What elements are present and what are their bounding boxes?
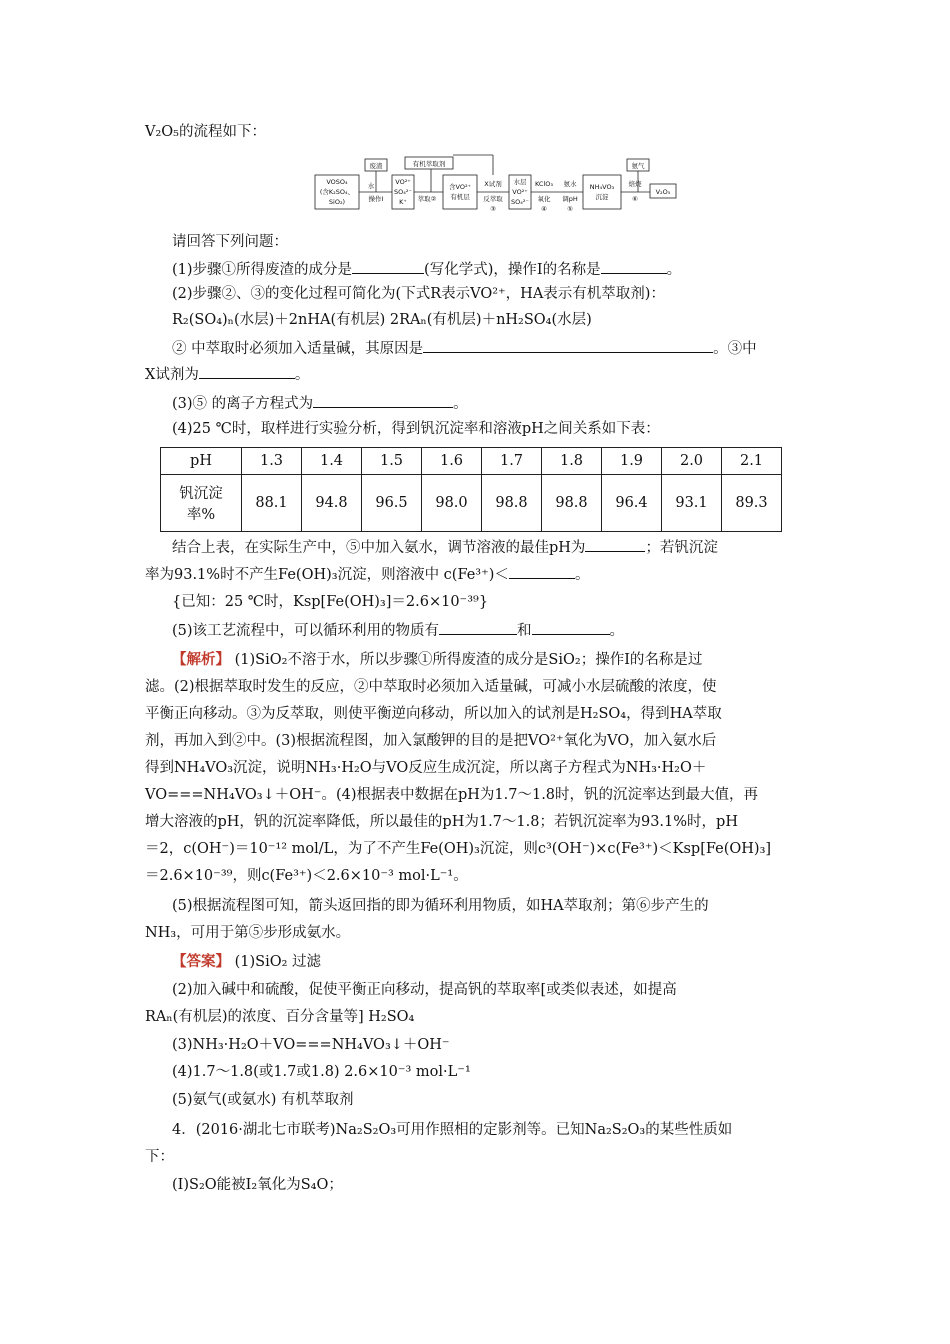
svg-text:④: ④: [541, 205, 547, 213]
table-cell: 89.3: [722, 475, 782, 532]
answer-line: 【答案】 (1)SiO₂ 过滤: [172, 953, 322, 970]
svg-text:K⁺: K⁺: [399, 198, 407, 206]
svg-text:氨水: 氨水: [563, 180, 577, 188]
q2-x-reagent: X试剂为 。: [145, 364, 309, 385]
svg-text:⑤: ⑤: [567, 205, 573, 213]
flow-start-3: SiO₂): [328, 198, 346, 206]
answer-line: (4)1.7～1.8(或1.7或1.8) 2.6×10⁻³ mol·L⁻¹: [172, 1064, 471, 1080]
svg-text:KClO₃: KClO₃: [535, 180, 553, 188]
answer-blank[interactable]: [352, 259, 424, 274]
svg-text:⑥: ⑥: [632, 195, 638, 203]
q2-sub: ② 中萃取时必须加入适量碱，其原因是 。③中: [172, 338, 757, 359]
svg-text:调pH: 调pH: [562, 195, 578, 203]
table-header-cell: pH: [161, 448, 242, 475]
q3: (3)⑤ 的离子方程式为 。: [172, 393, 468, 414]
svg-text:沉淀: 沉淀: [595, 193, 609, 201]
svg-text:③: ③: [490, 205, 496, 213]
table-cell: 98.8: [542, 475, 602, 532]
table-cell: 98.8: [482, 475, 542, 532]
table-cell: 93.1: [662, 475, 722, 532]
equilibrium-equation: R₂(SO₄)ₙ(水层)＋2nHA(有机层) 2RAₙ(有机层)＋nH₂SO₄(水层): [172, 312, 592, 328]
property-1: (Ⅰ)S₂O能被I₂氧化为S₄O；: [172, 1177, 343, 1193]
svg-text:水层: 水层: [513, 178, 527, 186]
svg-text:SO₄²⁻: SO₄²⁻: [394, 188, 412, 196]
answer-line: (3)NH₃·H₂O＋VO===NH₄VO₃↓＋OH⁻: [172, 1037, 450, 1053]
svg-text:VO²⁺: VO²⁺: [512, 188, 528, 196]
table-cell: 96.4: [602, 475, 662, 532]
svg-text:含VO²⁺: 含VO²⁺: [449, 183, 471, 191]
table-header-cell: 1.4: [302, 448, 362, 475]
q5: (5)该工艺流程中，可以循环利用的物质有 和 。: [172, 620, 624, 641]
analysis-line: 增大溶液的pH，钒的沉淀率降低，所以最佳的pH为1.7～1.8；若钒沉淀率为93.1%时，pH: [145, 814, 738, 830]
q1: (1)步骤①所得废渣的成分是 (写化学式)，操作Ⅰ的名称是 。: [172, 259, 681, 280]
table-header-cell: 1.6: [422, 448, 482, 475]
answer-blank[interactable]: [313, 393, 453, 408]
ph-precipitation-table: [160, 447, 782, 532]
svg-text:反萃取: 反萃取: [483, 195, 503, 203]
flow-start-2: (含K₂SO₄、: [319, 188, 355, 196]
analysis-line: ＝2，c(OH⁻)＝10⁻¹² mol/L，为了不产生Fe(OH)₃沉淀，则c³(OH⁻)×c(Fe³⁺)＜Ksp[Fe(OH)₃]: [145, 841, 772, 857]
analysis-line: 得到NH₄VO₃沉淀，说明NH₃·H₂O与VO反应生成沉淀，所以离子方程式为NH₃·H₂O＋: [145, 760, 707, 776]
svg-text:X试剂: X试剂: [484, 180, 502, 188]
svg-text:萃取②: 萃取②: [417, 195, 437, 203]
svg-text:VO²⁺: VO²⁺: [395, 178, 411, 186]
table-header-cell: 2.1: [722, 448, 782, 475]
answer-blank[interactable]: [423, 338, 713, 353]
process-flowchart: [313, 153, 693, 217]
analysis-line: 平衡正向移动。③为反萃取，则使平衡逆向移动，所以加入的试剂是H₂SO₄，得到HA萃取: [145, 706, 722, 722]
answer-blank[interactable]: [601, 259, 667, 274]
flow-start-1: VOSO₄: [326, 178, 348, 186]
svg-text:SO₄²⁻: SO₄²⁻: [511, 198, 529, 206]
flow-recycle-extractant: 有机萃取剂: [412, 160, 446, 168]
answer-tag: 【答案】: [172, 953, 230, 970]
table-header-cell: 2.0: [662, 448, 722, 475]
analysis-tag: 【解析】: [172, 651, 230, 668]
q4: (4)25 ℃时，取样进行实验分析，得到钒沉淀率和溶液pH之间关系如下表：: [172, 421, 660, 437]
table-row-label: 钒沉淀 率%: [161, 475, 242, 532]
table-header-cell: 1.3: [242, 448, 302, 475]
q4-ph: 结合上表，在实际生产中，⑤中加入氨水，调节溶液的最佳pH为 ；若钒沉淀: [172, 537, 718, 558]
ksp-note: {已知：25 ℃时，Ksp[Fe(OH)₃]＝2.6×10⁻³⁹}: [172, 594, 489, 610]
flow-product: V₂O₅: [655, 188, 671, 196]
analysis-line: VO===NH₄VO₃↓＋OH⁻。(4)根据表中数据在pH为1.7～1.8时，钒的沉淀率达到最大值，再: [145, 787, 759, 803]
table-header-cell: 1.7: [482, 448, 542, 475]
svg-text:焙烧: 焙烧: [628, 180, 642, 188]
svg-text:氧化: 氧化: [537, 195, 551, 203]
flow-waste: 废渣: [369, 162, 383, 170]
table-cell: 94.8: [302, 475, 362, 532]
table-cell: 88.1: [242, 475, 302, 532]
question-4-cont: 下：: [145, 1149, 174, 1165]
answer-blank[interactable]: [199, 364, 295, 379]
answer-blank[interactable]: [585, 537, 645, 552]
svg-text:NH₄VO₃: NH₄VO₃: [589, 183, 615, 191]
svg-text:水: 水: [367, 182, 375, 190]
table-header-cell: 1.8: [542, 448, 602, 475]
table-cell: 98.0: [422, 475, 482, 532]
q2: (2)步骤②、③的变化过程可简化为(下式R表示VO²⁺，HA表示有机萃取剂)：: [172, 286, 665, 302]
answer-line: RAₙ(有机层)的浓度、百分含量等] H₂SO₄: [145, 1009, 415, 1025]
svg-text:操作Ⅰ: 操作Ⅰ: [368, 195, 384, 203]
analysis-line: 【解析】 (1)SiO₂不溶于水，所以步骤①所得废渣的成分是SiO₂；操作Ⅰ的名称是过: [172, 651, 703, 668]
table-header-cell: 1.5: [362, 448, 422, 475]
analysis-line: NH₃，可用于第⑤步形成氨水。: [145, 925, 351, 941]
analysis-line: 剂，再加入到②中。(3)根据流程图，加入氯酸钾的目的是把VO²⁺氧化为VO，加入氨水后: [145, 733, 717, 749]
question-4: 4．(2016·湖北七市联考)Na₂S₂O₃可用作照相的定影剂等。已知Na₂S₂O₃的某些性质如: [172, 1122, 733, 1138]
answer-blank[interactable]: [532, 620, 610, 635]
q4-fe: 率为93.1%时不产生Fe(OH)₃沉淀，则溶液中 c(Fe³⁺)＜ 。: [145, 564, 589, 585]
answer-line: (2)加入碱中和硫酸，促使平衡正向移动，提高钒的萃取率[或类似表述，如提高: [172, 982, 677, 998]
svg-text:有机层: 有机层: [450, 193, 470, 201]
analysis-line: 滤。(2)根据萃取时发生的反应，②中萃取时必须加入适量碱，可减小水层硫酸的浓度，使: [145, 679, 717, 695]
analysis-line: ＝2.6×10⁻³⁹，则c(Fe³⁺)＜2.6×10⁻³ mol·L⁻¹。: [145, 868, 468, 884]
table-cell: 96.5: [362, 475, 422, 532]
answer-line: (5)氨气(或氨水) 有机萃取剂: [172, 1092, 354, 1108]
question-prompt: 请回答下列问题：: [172, 234, 288, 250]
flow-intro: V₂O₅的流程如下：: [145, 124, 266, 140]
table-header-cell: 1.9: [602, 448, 662, 475]
analysis-line: (5)根据流程图可知，箭头返回指的即为循环利用物质，如HA萃取剂；第⑥步产生的: [172, 898, 709, 914]
answer-blank[interactable]: [509, 564, 575, 579]
answer-blank[interactable]: [439, 620, 517, 635]
flow-ammonia-gas: 氨气: [631, 162, 645, 170]
